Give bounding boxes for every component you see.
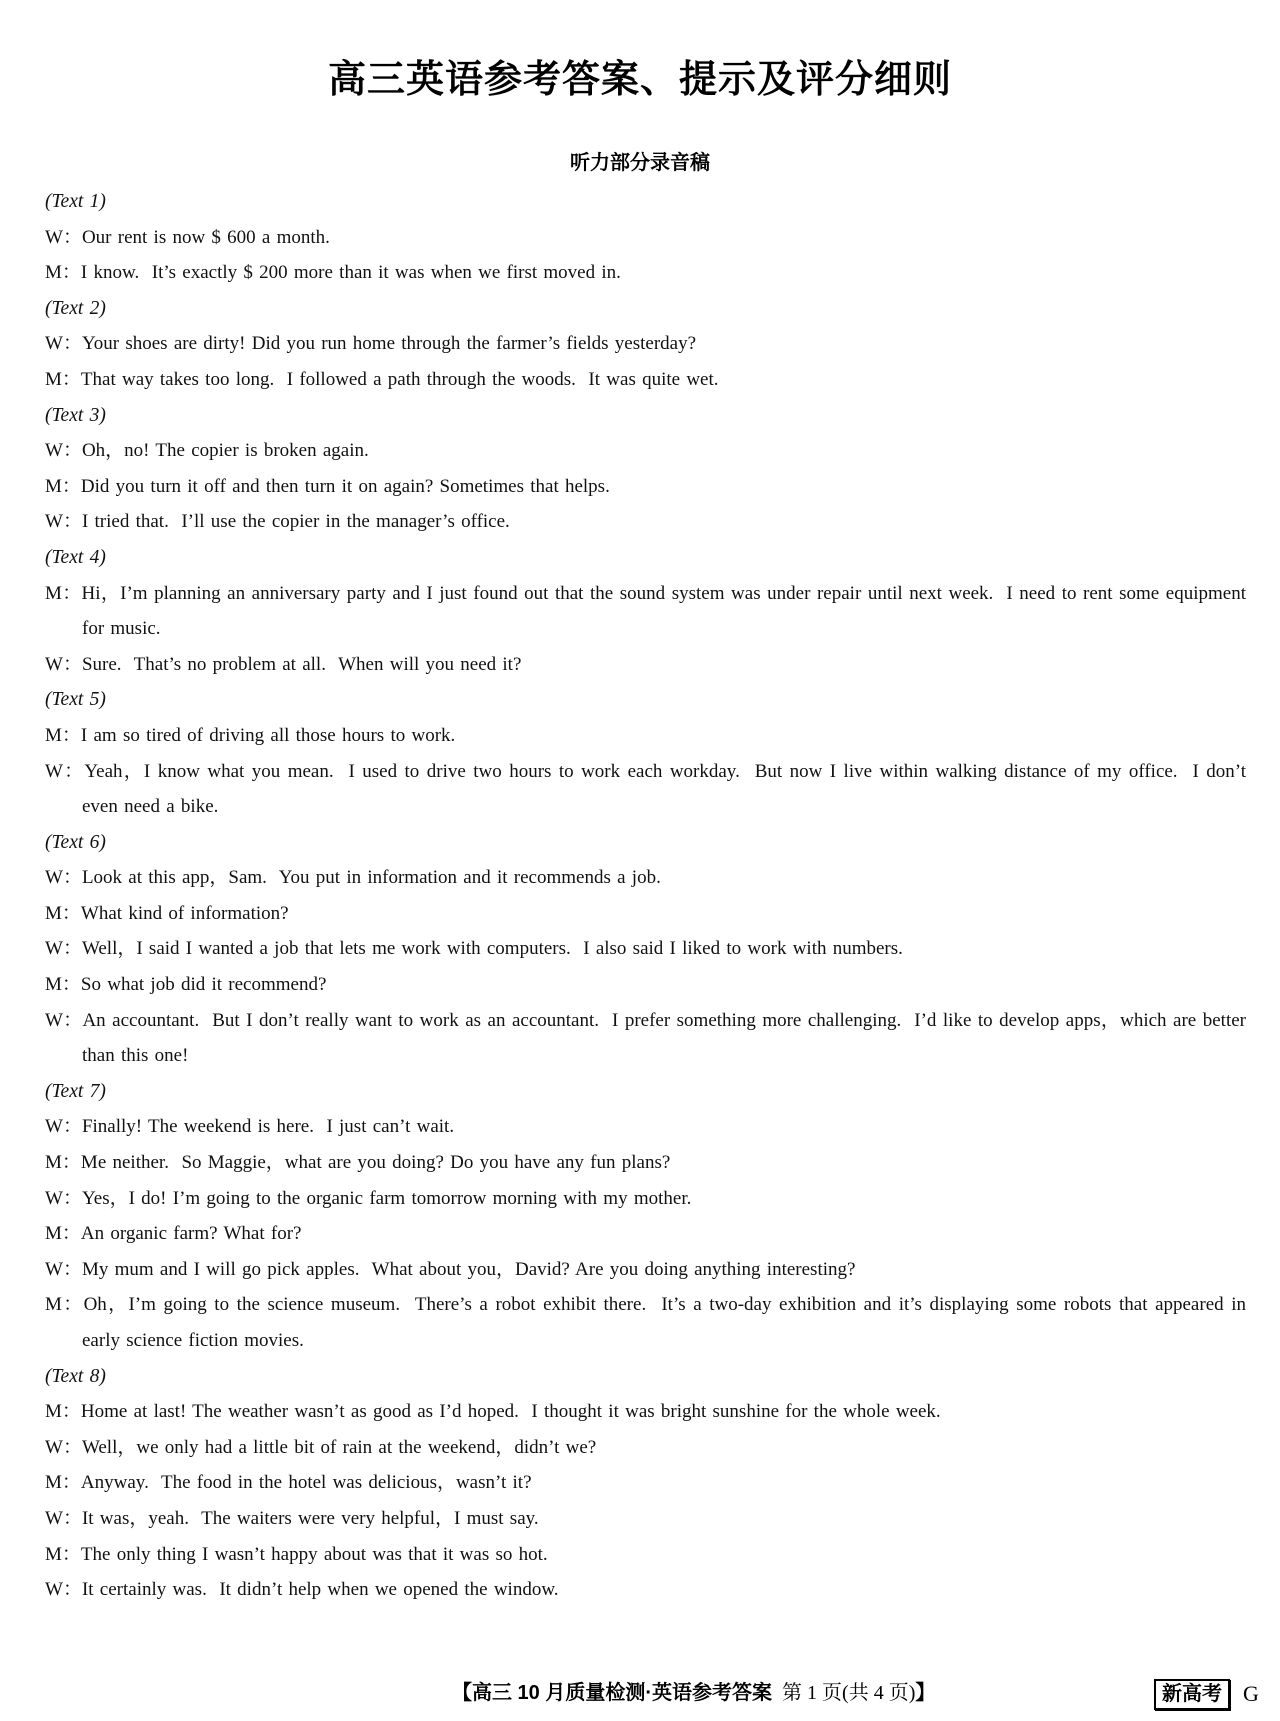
dialogue-line [45, 1109, 1246, 1145]
dialogue-line [45, 326, 1246, 362]
speaker-label: W ： [45, 333, 82, 354]
dialogue-text: Sure. That’s no problem at all. When will you need it? [81, 653, 522, 675]
speaker-label: M ： [45, 369, 81, 390]
speaker-label: M ： [45, 725, 81, 746]
dialogue-text: So what job did it recommend? [80, 974, 327, 996]
footer-caption [452, 1678, 935, 1708]
paper-version-letter: G [1243, 1681, 1259, 1706]
dialogue-text: Me neither. So Maggie，what are you doing? Do you have any fun plans? [80, 1152, 671, 1174]
dialogue-text: Hi，I’m planning an anniversary party and I just found out that the sound system was under repair until next week. I need to rent some equipment for music. [81, 582, 1246, 640]
dialogue-line [45, 504, 1246, 540]
dialogue-line [45, 1216, 1246, 1252]
text-section-header: (Text 7) [45, 1080, 106, 1102]
dialogue-text: I am so tired of driving all those hours to work. [80, 724, 456, 746]
dialogue-text: My mum and I will go pick apples. What about you，David? Are you doing anything interesting? [81, 1258, 856, 1280]
dialogue-line [45, 1181, 1246, 1217]
speaker-label: M ： [45, 476, 81, 497]
dialogue-text: Yes，I do! I’m going to the organic farm tomorrow morning with my mother. [81, 1187, 692, 1209]
speaker-label: W ： [45, 867, 82, 888]
dialogue-line [45, 1287, 1246, 1358]
dialogue-line [45, 255, 1246, 291]
dialogue-text: Well，we only had a little bit of rain at the weekend，didn’t we? [81, 1436, 597, 1458]
dialogue-line [45, 718, 1246, 754]
text-section-header: (Text 2) [45, 297, 106, 319]
dialogue-line [45, 647, 1246, 683]
speaker-label: M ： [45, 1472, 81, 1493]
dialogue-text: The only thing I wasn’t happy about was that it was so hot. [80, 1543, 548, 1565]
speaker-label: M ： [45, 903, 81, 924]
speaker-label: M ： [45, 1223, 81, 1244]
dialogue-text: I know. It’s exactly $ 200 more than it was when we first moved in. [80, 262, 621, 284]
footer-subject: 英语参考答案 [652, 1682, 773, 1704]
dialogue-line [45, 220, 1246, 256]
speaker-label: M ： [45, 1294, 84, 1315]
footer-right-bracket: 】 [915, 1682, 936, 1704]
speaker-label: W ： [45, 761, 84, 782]
text-section-header: (Text 4) [45, 546, 106, 568]
dialogue-line [45, 896, 1246, 932]
dialogue-text: I tried that. I’ll use the copier in the manager’s office. [81, 511, 510, 533]
dialogue-text: Oh，no! The copier is broken again. [81, 440, 369, 462]
dialogue-text: Look at this app，Sam. You put in information and it recommends a job. [81, 867, 661, 889]
dialogue-line [45, 967, 1246, 1003]
speaker-label: M ： [45, 1401, 81, 1422]
dialogue-text: An accountant. But I don’t really want to work as an accountant. I prefer something more challenging. I’d like to develop apps，which are better than this one! [82, 1009, 1246, 1067]
dialogue-line [45, 576, 1246, 647]
speaker-label: M ： [45, 583, 82, 604]
speaker-label: W ： [45, 938, 82, 959]
speaker-label: W ： [45, 227, 82, 248]
dialogue-line [45, 1430, 1246, 1466]
speaker-label: W ： [45, 654, 82, 675]
speaker-label: M ： [45, 974, 81, 995]
footer-left-bracket: 【 [452, 1682, 472, 1704]
footer-separator: · [645, 1682, 653, 1704]
speaker-label: M ： [45, 262, 81, 283]
dialogue-line [45, 860, 1246, 896]
footer-exam-name: 高三 10 月质量检测 [472, 1682, 646, 1704]
speaker-label: W ： [45, 1010, 82, 1031]
footer-page-number: 第 1 页(共 4 页) [782, 1682, 916, 1704]
text-section-header: (Text 1) [45, 191, 106, 212]
dialogue-text: That way takes too long. I followed a path through the woods. It was quite wet. [80, 368, 719, 390]
speaker-label: W ： [45, 440, 82, 461]
dialogue-text: Anyway. The food in the hotel was delicious，wasn’t it? [80, 1472, 532, 1494]
speaker-label: M ： [45, 1544, 81, 1565]
dialogue-text: Home at last! The weather wasn’t as good as I’d hoped. I thought it was bright sunshine for the whole week. [80, 1401, 941, 1423]
dialogue-line [45, 433, 1246, 469]
dialogue-text: Did you turn it off and then turn it on again? Sometimes that helps. [80, 475, 610, 497]
speaker-label: W ： [45, 1116, 82, 1137]
dialogue-line [45, 362, 1246, 398]
dialogue-text: Well，I said I wanted a job that lets me work with computers. I also said I liked to work with numbers. [81, 938, 903, 960]
speaker-label: W ： [45, 1259, 82, 1280]
exam-type-badge: 新高考 [1154, 1679, 1230, 1710]
page-title: 高三英语参考答案、提示及评分细则 [327, 59, 952, 101]
dialogue-line [45, 1145, 1246, 1181]
dialogue-line [45, 1572, 1246, 1608]
dialogue-line [45, 1501, 1246, 1537]
text-section-header: (Text 8) [45, 1365, 106, 1387]
dialogue-line [45, 1537, 1246, 1573]
dialogue-line [45, 469, 1246, 505]
footer-spacer [772, 1682, 782, 1704]
dialogue-text: It was，yeah. The waiters were very helpful，I must say. [81, 1507, 539, 1529]
speaker-label: W ： [45, 1188, 82, 1209]
dialogue-line [45, 754, 1246, 825]
text-section-header: (Text 5) [45, 689, 106, 711]
dialogue-line [45, 1394, 1246, 1430]
dialogue-text: Yeah，I know what you mean. I used to drive two hours to work each workday. But now I live within walking distance of my office. I don’t even need a bike. [82, 760, 1246, 818]
speaker-label: M ： [45, 1152, 81, 1173]
dialogue-text: An organic farm? What for? [80, 1223, 302, 1245]
listening-transcript [45, 184, 1246, 1608]
dialogue-text: Our rent is now $ 600 a month. [81, 226, 330, 248]
speaker-label: W ： [45, 1437, 82, 1458]
section-heading: 听力部分录音稿 [570, 152, 710, 174]
dialogue-line [45, 1465, 1246, 1501]
speaker-label: W ： [45, 1579, 82, 1600]
dialogue-text: What kind of information? [80, 902, 289, 924]
dialogue-line [45, 1003, 1246, 1074]
speaker-label: W ： [45, 511, 82, 532]
dialogue-text: It certainly was. It didn’t help when we opened the window. [81, 1579, 559, 1601]
dialogue-text: Oh，I’m going to the science museum. There’s a robot exhibit there. It’s a two-day exhibition and it’s displaying some robots that appeared in early science fiction movies. [82, 1294, 1246, 1351]
dialogue-line [45, 1252, 1246, 1288]
speaker-label: W ： [45, 1508, 82, 1529]
dialogue-text: Your shoes are dirty! Did you run home through the farmer’s fields yesterday? [81, 333, 697, 355]
text-section-header: (Text 6) [45, 831, 106, 853]
dialogue-text: Finally! The weekend is here. I just can’t wait. [81, 1116, 455, 1138]
text-section-header: (Text 3) [45, 404, 106, 426]
dialogue-line [45, 931, 1246, 967]
